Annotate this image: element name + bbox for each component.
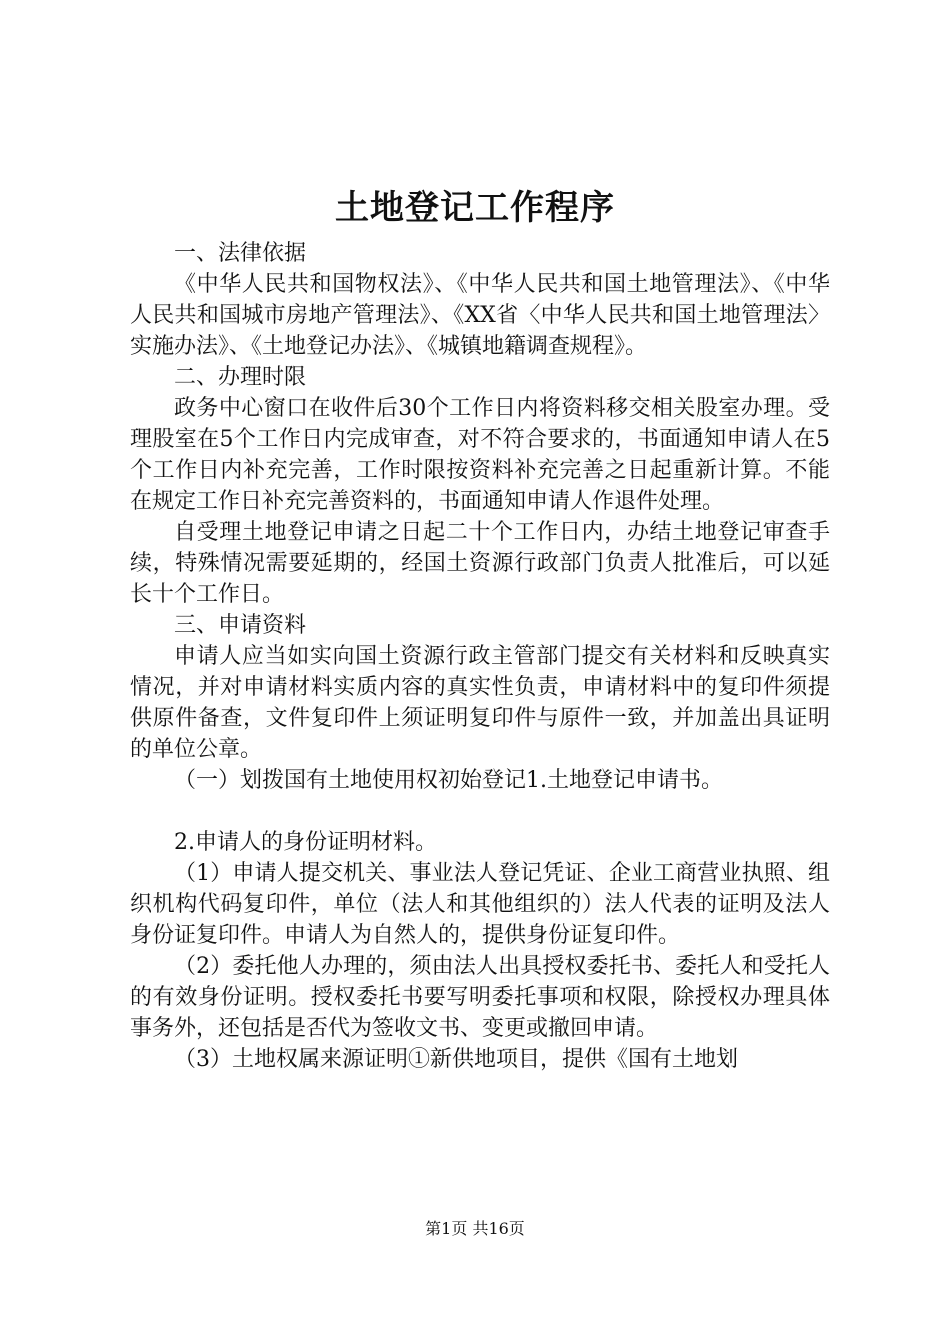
document-body	[130, 238, 830, 1075]
paragraph-time-limit-1: 政务中心窗口在收件后30个工作日内将资料移交相关股室办理。受理股室在5个工作日内完成审查，对不符合要求的，书面通知申请人在5个工作日内补充完善，工作时限按资料补充完善之日起重新计算。不能在规定工作日补充完善资料的，书面通知申请人作退件处理。	[130, 396, 830, 514]
page-number-footer: 第1页 共16页	[425, 1219, 525, 1238]
paragraph-item-1: （一）划拨国有土地使用权初始登记1.土地登记申请书。	[174, 768, 723, 793]
paragraph-item-2: 2.申请人的身份证明材料。	[174, 830, 437, 855]
paragraph-subitem-3: （3）土地权属来源证明①新供地项目，提供《国有土地划	[174, 1047, 738, 1072]
paragraph-subitem-1: （1）申请人提交机关、事业法人登记凭证、企业工商营业执照、组织机构代码复印件，单位（法人和其他组织的）法人代表的证明及法人身份证复印件。申请人为自然人的，提供身份证复印件。	[130, 861, 830, 948]
section-heading-time-limit: 二、办理时限	[174, 365, 307, 390]
paragraph-subitem-2: （2）委托他人办理的，须由法人出具授权委托书、委托人和受托人的有效身份证明。授权委托书要写明委托事项和权限，除授权办理具体事务外，还包括是否代为签收文书、变更或撤回申请。	[130, 954, 830, 1041]
paragraph-time-limit-2: 自受理土地登记申请之日起二十个工作日内，办结土地登记审查手续，特殊情况需要延期的，经国土资源行政部门负责人批准后，可以延长十个工作日。	[130, 520, 830, 607]
paragraph-materials: 申请人应当如实向国土资源行政主管部门提交有关材料和反映真实情况，并对申请材料实质内容的真实性负责，申请材料中的复印件须提供原件备查，文件复印件上须证明复印件与原件一致，并加盖出具证明的单位公章。	[130, 644, 830, 762]
paragraph-legal-basis: 《中华人民共和国物权法》、《中华人民共和国土地管理法》、《中华人民共和国城市房地产管理法》、《XX省〈中华人民共和国土地管理法〉实施办法》、《土地登记办法》、《城镇地籍调查规程》。	[130, 272, 830, 359]
section-heading-legal-basis: 一、法律依据	[174, 241, 307, 266]
section-heading-materials: 三、申请资料	[174, 613, 307, 638]
document-title: 土地登记工作程序	[335, 188, 615, 228]
